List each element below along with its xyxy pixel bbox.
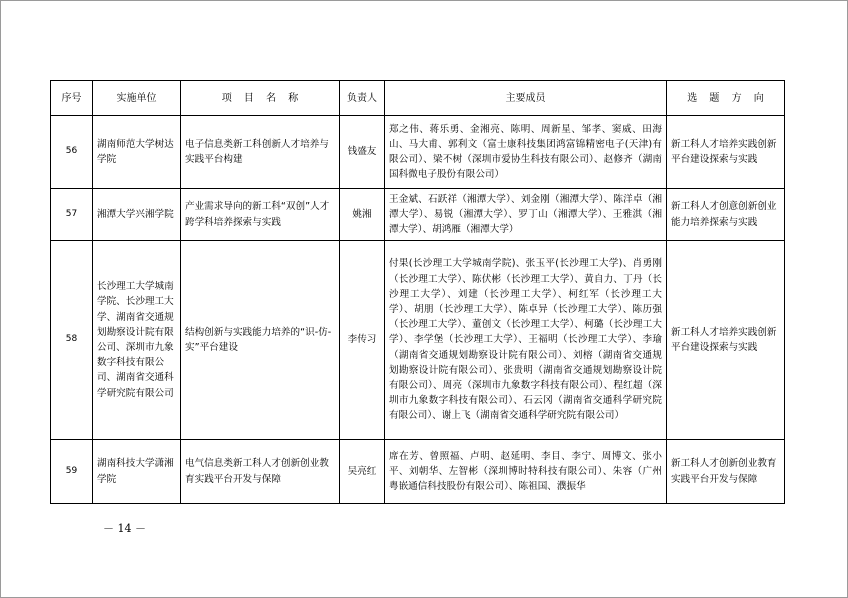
table-row [51, 440, 785, 504]
header-seq: 序号 [51, 81, 93, 116]
row-members: 郑之伟、蒋乐勇、金湘亮、陈明、周新星、邹孝、窦威、田海山、马大甫、郭利文（富士康科技集团鸿富锦精密电子(天津)有限公司）、梁不树（深圳市爱协生科技有限公司）、赵修齐（湖南国科微电子股份有限公司） [385, 116, 667, 189]
table-row [51, 116, 785, 189]
row-members: 王金斌、石跃祥（湘潭大学）、刘金刚（湘潭大学）、陈洋卓（湘潭大学）、易锐（湘潭大学）、罗丁山（湘潭大学）、王雅淇（湘潭大学）、胡鸿雁（湘潭大学） [385, 189, 667, 241]
row-direction: 新工科人才培养实践创新平台建设探索与实践 [667, 116, 785, 189]
page-number: － 14 － [103, 522, 146, 535]
row-unit: 湘潭大学兴湘学院 [93, 189, 181, 241]
row-project: 结构创新与实践能力培养的“识-仿-实”平台建设 [181, 241, 340, 440]
header-project [181, 81, 340, 116]
table-header-row [51, 81, 785, 116]
header-direction-label: 选 题 方 向 [687, 92, 769, 104]
header-leader: 负责人 [340, 81, 385, 116]
row-direction: 新工科人才培养实践创新平台建设探索与实践 [667, 241, 785, 440]
row-seq: 59 [51, 440, 93, 504]
row-members: 席在芳、曾照福、卢明、赵延明、李目、李宁、周博文、张小平、刘朝华、左智彬（深圳博时特科技有限公司）、朱容（广州粤嵌通信科技股份有限公司）、陈祖国、濮振华 [385, 440, 667, 504]
row-seq: 58 [51, 241, 93, 440]
row-unit: 湖南科技大学潇湘学院 [93, 440, 181, 504]
table-row [51, 189, 785, 241]
row-leader: 李传习 [340, 241, 385, 440]
row-leader: 吴亮红 [340, 440, 385, 504]
row-members: 付果(长沙理工大学城南学院)、张玉平(长沙理工大学)、肖勇刚（长沙理工大学）、陈伏彬（长沙理工大学）、黄自力、丁丹（长沙理工大学）、刘建（长沙理工大学）、柯红军（长沙理工大学）、胡朋（长沙理工大学）、陈卓异（长沙理工大学）、陈历强（长沙理工大学）、董创文（长沙理工大学）、柯璐（长沙理工大学）、李学堡（长沙理工大学）、王福明（长沙理工大学）、李瑜（湖南省交通规划勘察设计院有限公司）、刘榕（湖南省交通规划勘察设计院有限公司）、张贵明（湖南省交通规划勘察设计院有限公司）、周亮（深圳市九象数字科技有限公司）、程红超（深圳市九象数字科技有限公司）、石云冈（湖南省交通科学研究院有限公司）、谢上飞（湖南省交通科学研究院有限公司） [385, 241, 667, 440]
row-direction: 新工科人才创新创业教育实践平台开发与保障 [667, 440, 785, 504]
header-members: 主要成员 [385, 81, 667, 116]
row-project: 电气信息类新工科人才创新创业教育实践平台开发与保障 [181, 440, 340, 504]
header-direction [667, 81, 785, 116]
project-table [50, 80, 785, 504]
row-leader: 姚湘 [340, 189, 385, 241]
header-unit: 实施单位 [93, 81, 181, 116]
row-seq: 56 [51, 116, 93, 189]
row-unit: 长沙理工大学城南学院、长沙理工大学、湖南省交通规划勘察设计院有限公司、深圳市九象数字科技有限公司、湖南省交通科学研究院有限公司 [93, 241, 181, 440]
row-seq: 57 [51, 189, 93, 241]
table-row [51, 241, 785, 440]
row-direction: 新工科人才创意创新创业能力培养探索与实践 [667, 189, 785, 241]
row-project: 电子信息类新工科创新人才培养与实践平台构建 [181, 116, 340, 189]
row-project: 产业需求导向的新工科“双创”人才跨学科培养探索与实践 [181, 189, 340, 241]
row-unit: 湖南师范大学树达学院 [93, 116, 181, 189]
header-project-label: 项 目 名 称 [221, 92, 303, 104]
row-leader: 钱盛友 [340, 116, 385, 189]
